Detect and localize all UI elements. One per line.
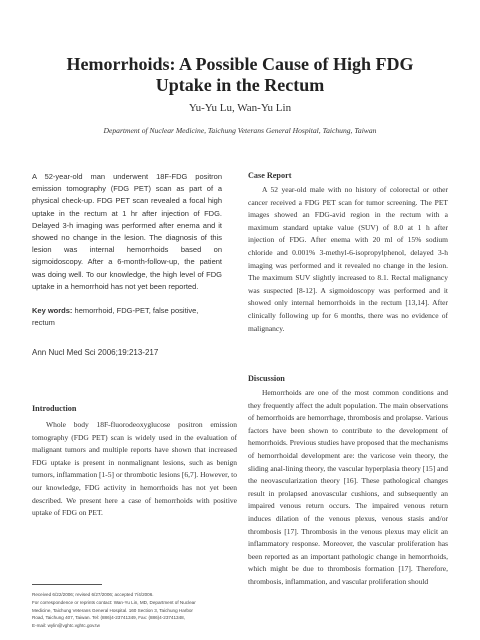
discussion-text: Hemorrhoids are one of the most common conditions and they frequently affect the adult population. The main observations of hemorrhoids are hemorrhage, thrombosis and prolapse. Various factors have been shown to contribute to the development of hemorrhoids. Previous studies have proposed that the mechanisms of hemorrhoidal development are: the varicose vein theory, the sliding anal-lining theory, the vascular hyperplasia theory [15] and the neovascularization theory [16]. These pathological changes result in prolapsed anovascular cushions, and subsequently an impaired venous return occurs. The impaired venous return induces dilation of the venous plexus, venous stasis and/or thrombosis [17]. Thrombosis in the venous plexus may elicit an inflammatory response. Moreover, the vascular proliferation has been reported as an important pathologic change in hemorrhoids, which might be due to thrombosis formation [17]. Therefore, thrombosis, inflammation, and vascular proliferation should xyxy=(248,388,448,586)
keywords-label: Key words: xyxy=(32,306,73,315)
keywords-list: hemorrhoid, FDG-PET, false positive, rectum xyxy=(32,306,199,328)
abstract-text: A 52-year-old man underwent 18F-FDG positron emission tomography (FDG PET) scan as part of a physical check-up. FDG PET scan revealed a focal high uptake in the rectum at 1 hr after injection of FDG. Delayed 3-h imaging was performed after enema and it showed no change in the lesion. The diagnosis of this lesion was internal hemorrhoids based on sigmoidoscopy. After a 6-month-follow-up, the patient was doing well. To our knowledge, the high level of FDG uptake in a hemorrhoid has not yet been reported. xyxy=(32,172,222,291)
discussion-heading: Discussion xyxy=(248,374,285,383)
paper-authors: Yu-Yu Lu, Wan-Yu Lin xyxy=(188,102,292,114)
discussion-section xyxy=(248,387,448,589)
footnote-separator xyxy=(32,584,102,585)
introduction-section xyxy=(32,419,237,520)
footnote-line: Medicine, Taichung Veterans General Hospital. 160 Section 3, Taichung Harbor xyxy=(32,607,193,613)
journal-citation: Ann Nucl Med Sci 2006;19:213-217 xyxy=(32,348,159,357)
abstract xyxy=(32,171,222,293)
case-report-text: A 52 year-old male with no history of colorectal or other cancer received a FDG PET scan for tumor screening. The PET images showed an FDG-avid region in the rectum with a maximum standard uptake value (SUV) of 8.0 at 1 h after injection of FDG. After enema with 20 ml of 15% sodium chloride and 0.001% 3-methyl-6-isopropylphenol, delayed 3-h imaging was performed and it revealed no change in the lesion. The maximum SUV slightly increased to 8.1. Rectal malignancy was suspected [8-12]. A sigmoidoscopy was performed and it showed only internal hemorrhoids in the rectum [13,14]. After clinically following up for 6 months, there was no evidence of malignancy. xyxy=(248,185,448,333)
introduction-heading: Introduction xyxy=(32,404,77,413)
footnote-email: E-mail: wylin@vghtc.vghtc.gov.tw xyxy=(32,623,100,629)
footnote-line: Road, Taichung 407, Taiwan. Tel: (886)4-23741349, Fax: (886)4-23741348, xyxy=(32,615,185,621)
footnote-line: Received 6/22/2006; revised 6/27/2006; accepted 7/4/2006. xyxy=(32,592,154,597)
case-report-section xyxy=(248,184,448,335)
introduction-text: Whole body 18F-fluorodeoxyglucose positron emission tomography (FDG PET) scan is widely used in the evaluation of malignant tumors and multiple reports have shown that increased FDG uptake is present in nonmalignant lesions, such as benign tumors, inflammation [1-5] or thrombotic lesions [6,7]. However, to our knowledge, FDG activity in hemorrhoids has not yet been described. We present here a case of hemorrhoids with positive uptake of FDG on PET. xyxy=(32,420,237,518)
keywords xyxy=(32,305,222,329)
case-report-heading: Case Report xyxy=(248,171,292,180)
paper-affiliation: Department of Nuclear Medicine, Taichung Veterans General Hospital, Taichung, Taiwan xyxy=(103,126,377,135)
correspondence-footnote xyxy=(32,591,237,630)
paper-title: Hemorrhoids: A Possible Cause of High FDG Uptake in the Rectum xyxy=(66,54,414,95)
footnote-line: For correspondence or reprints contact: Wan-Yu Lin, MD, Department of Nuclear xyxy=(32,599,196,605)
